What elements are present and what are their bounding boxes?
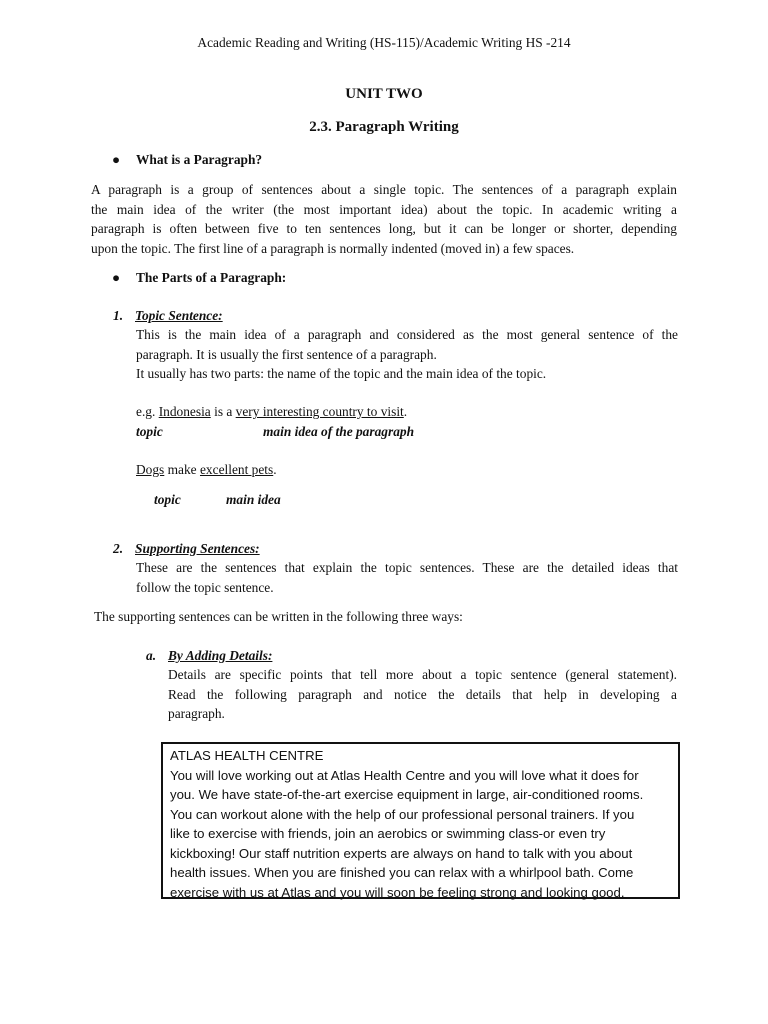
body-line: paragraph. It is usually the first sentence of a paragraph. [136,346,437,362]
body-line: paragraph. [168,706,225,721]
intro-line: upon the topic. The first line of a paragraph is normally indented (moved in) a few spaces. [91,240,575,256]
example-sentence-2 [136,460,678,480]
box-line: exercise with us at Atlas and you will soon be feeling strong and looking good. [170,884,625,900]
unit-title: UNIT TWO [345,86,423,102]
example-suffix: . [403,404,408,419]
intro-line: paragraph is often between five to ten sentences long, but it can be longer or shorter, depending [91,221,677,236]
bullet-what-is-paragraph [112,150,262,170]
body-line: This is the main idea of a paragraph and considered as the most general sentence of the [136,327,678,342]
intro-line: A paragraph is a group of sentences about a single topic. The sentences of a paragraph explain [91,182,677,197]
example-topic: Indonesia [158,404,211,419]
bullet-parts-of-paragraph [112,268,286,288]
body-line: It usually has two parts: the name of the topic and the main idea of the topic. [136,366,547,381]
box-line: like to exercise with friends, join an aerobics or swimming class-or even try [170,826,606,841]
body-line: follow the topic sentence. [136,579,274,595]
bullet-icon: ● [112,152,121,167]
page-header: Academic Reading and Writing (HS-115)/Academic Writing HS -214 [197,35,571,50]
box-line: you. We have state-of-the-art exercise equipment in large, air-conditioned rooms. [170,787,644,802]
heading-label: Topic Sentence: [135,308,223,323]
example-main-idea: excellent pets [199,462,274,477]
example-paragraph-box [161,742,680,899]
supporting-sentences-body [136,558,678,597]
bullet-label: The Parts of a Paragraph: [136,270,287,285]
heading-label: By Adding Details: [168,648,273,663]
main-idea-label: main idea of the paragraph [263,424,415,439]
list-number: 2. [113,541,124,556]
box-line: You can workout alone with the help of our professional personal trainers. If you [170,806,635,822]
list-number: 1. [113,308,124,323]
section-title: 2.3. Paragraph Writing [309,119,459,135]
topic-sentence-body [136,325,678,384]
adding-details-body [168,665,677,724]
example-middle: make [164,462,200,477]
bullet-label: What is a Paragraph? [136,152,263,167]
example-topic: Dogs [136,462,165,477]
box-line: You will love working out at Atlas Health Centre and you will love what it does for [170,767,639,783]
topic-sentence-heading [113,306,223,326]
intro-line: the main idea of the writer (the most important idea) about the topic. In academic writing a [91,201,677,217]
example-main-idea: very interesting country to visit [235,404,404,419]
example-prefix: e.g. [136,404,159,419]
body-line: Read the following paragraph and notice the details that help in developing a [168,686,677,702]
list-letter: a. [146,648,157,663]
adding-details-heading [146,646,272,666]
body-line: Details are specific points that tell more about a topic sentence (general statement). [168,667,677,682]
intro-paragraph [91,180,677,258]
bullet-icon: ● [112,270,121,285]
topic-label: topic [136,424,163,439]
main-idea-label: main idea [226,492,281,507]
example-middle: is a [210,404,236,419]
example-sentence-1 [136,402,678,422]
heading-label: Supporting Sentences: [135,541,260,556]
example-suffix: . [273,462,277,477]
supporting-sentences-heading [113,539,260,559]
ways-line: The supporting sentences can be written in the following three ways: [94,609,463,624]
box-title: ATLAS HEALTH CENTRE [170,748,324,763]
topic-label: topic [154,492,181,507]
box-line: health issues. When you are finished you can relax with a whirlpool bath. Come [170,865,634,880]
body-line: These are the sentences that explain the topic sentences. These are the detailed ideas that [136,560,678,575]
box-line: kickboxing! Our staff nutrition experts are always on hand to talk with you about [170,845,633,861]
